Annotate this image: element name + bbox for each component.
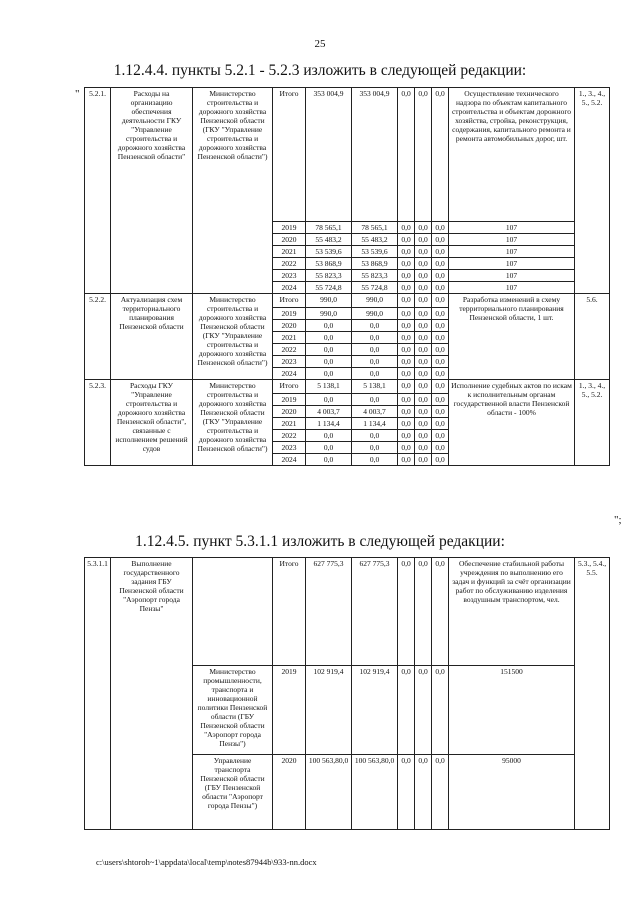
local-budget-cell: 0,0 [415, 282, 432, 294]
item-number: 5.2.3. [85, 380, 111, 466]
year-cell: 2024 [273, 368, 306, 380]
total-cell: 0,0 [306, 394, 352, 406]
regional-budget-cell: 53 539,6 [352, 246, 398, 258]
result-value-cell: 107 [449, 258, 575, 270]
result-value-cell: 107 [449, 222, 575, 234]
item-result: Разработка изменений в схему территориального планирования Пензенской области, 1 шт. [449, 294, 575, 380]
other-sources-cell: 0,0 [432, 755, 449, 830]
table-row [85, 88, 610, 222]
total-cell: 78 565,1 [306, 222, 352, 234]
local-budget-cell: 0,0 [415, 380, 432, 394]
item-link: 1., 3., 4., 5., 5.2. [575, 88, 610, 294]
regional-budget-cell: 102 919,4 [352, 666, 398, 755]
regional-budget-cell: 0,0 [352, 394, 398, 406]
regional-budget-cell: 990,0 [352, 294, 398, 308]
regional-budget-cell: 53 868,9 [352, 258, 398, 270]
item-name: Актуализация схем территориального планирования Пензенской области [111, 294, 193, 380]
local-budget-cell: 0,0 [415, 234, 432, 246]
other-sources-cell: 0,0 [432, 406, 449, 418]
year-cell: 2022 [273, 344, 306, 356]
other-sources-cell: 0,0 [432, 380, 449, 394]
item-number: 5.3.1.1 [85, 558, 111, 830]
total-cell: 990,0 [306, 294, 352, 308]
item-name: Расходы ГКУ "Управление строительства и дорожного хозяйства Пензенской области", связанные с исполнением решений судов [111, 380, 193, 466]
year-cell: 2019 [273, 308, 306, 320]
local-budget-cell: 0,0 [415, 246, 432, 258]
local-budget-cell: 0,0 [415, 394, 432, 406]
year-cell: Итого [273, 558, 306, 666]
total-cell: 53 539,6 [306, 246, 352, 258]
federal-budget-cell: 0,0 [398, 394, 415, 406]
federal-budget-cell: 0,0 [398, 332, 415, 344]
other-sources-cell: 0,0 [432, 558, 449, 666]
local-budget-cell: 0,0 [415, 558, 432, 666]
item-name: Выполнение государственного задания ГБУ Пензенской области "Аэропорт города Пензы" [111, 558, 193, 830]
regional-budget-cell: 1 134,4 [352, 418, 398, 430]
regional-budget-cell: 55 724,8 [352, 282, 398, 294]
section-heading-1: 1.12.4.4. пункты 5.2.1 - 5.2.3 изложить в следующей редакции: [113, 62, 527, 79]
local-budget-cell: 0,0 [415, 294, 432, 308]
total-cell: 0,0 [306, 430, 352, 442]
total-cell: 53 868,9 [306, 258, 352, 270]
local-budget-cell: 0,0 [415, 755, 432, 830]
local-budget-cell: 0,0 [415, 332, 432, 344]
other-sources-cell: 0,0 [432, 308, 449, 320]
regional-budget-cell: 0,0 [352, 454, 398, 466]
regional-budget-cell: 100 563,80,0 [352, 755, 398, 830]
other-sources-cell: 0,0 [432, 418, 449, 430]
result-value-cell: 107 [449, 270, 575, 282]
budget-table-5-3-1-1 [84, 557, 610, 830]
table-row [85, 294, 610, 308]
total-cell: 0,0 [306, 344, 352, 356]
year-cell: Итого [273, 88, 306, 222]
total-cell: 0,0 [306, 454, 352, 466]
other-sources-cell: 0,0 [432, 88, 449, 222]
total-cell: 0,0 [306, 320, 352, 332]
item-link: 5.6. [575, 294, 610, 380]
year-cell: Итого [273, 380, 306, 394]
total-cell: 627 775,3 [306, 558, 352, 666]
federal-budget-cell: 0,0 [398, 308, 415, 320]
result-value-cell: 95000 [449, 755, 575, 830]
regional-budget-cell: 4 003,7 [352, 406, 398, 418]
other-sources-cell: 0,0 [432, 246, 449, 258]
regional-budget-cell: 78 565,1 [352, 222, 398, 234]
year-cell: 2019 [273, 222, 306, 234]
federal-budget-cell: 0,0 [398, 270, 415, 282]
local-budget-cell: 0,0 [415, 222, 432, 234]
year-cell: 2021 [273, 332, 306, 344]
other-sources-cell: 0,0 [432, 368, 449, 380]
total-cell: 100 563,80,0 [306, 755, 352, 830]
section-heading-2: 1.12.4.5. пункт 5.3.1.1 изложить в следующей редакции: [135, 533, 505, 550]
total-cell: 990,0 [306, 308, 352, 320]
total-cell: 4 003,7 [306, 406, 352, 418]
item-executor [193, 558, 273, 666]
local-budget-cell: 0,0 [415, 88, 432, 222]
year-cell: Итого [273, 294, 306, 308]
other-sources-cell: 0,0 [432, 294, 449, 308]
federal-budget-cell: 0,0 [398, 666, 415, 755]
budget-table-5-2 [84, 87, 610, 466]
file-path-footer: c:\users\shtoroh~1\appdata\local\temp\notes87944b\933-nn.docx [96, 857, 317, 867]
local-budget-cell: 0,0 [415, 320, 432, 332]
local-budget-cell: 0,0 [415, 418, 432, 430]
table-row [85, 380, 610, 394]
federal-budget-cell: 0,0 [398, 222, 415, 234]
local-budget-cell: 0,0 [415, 454, 432, 466]
other-sources-cell: 0,0 [432, 258, 449, 270]
item-executor: Министерство промышленности, транспорта и инновационной политики Пензенской области (ГБУ Пензенской области "Аэропорт города Пензы") [193, 666, 273, 755]
year-cell: 2019 [273, 666, 306, 755]
other-sources-cell: 0,0 [432, 320, 449, 332]
regional-budget-cell: 55 823,3 [352, 270, 398, 282]
other-sources-cell: 0,0 [432, 222, 449, 234]
total-cell: 102 919,4 [306, 666, 352, 755]
regional-budget-cell: 0,0 [352, 368, 398, 380]
local-budget-cell: 0,0 [415, 356, 432, 368]
federal-budget-cell: 0,0 [398, 755, 415, 830]
local-budget-cell: 0,0 [415, 258, 432, 270]
total-cell: 55 823,3 [306, 270, 352, 282]
item-executor: Министерство строительства и дорожного хозяйства Пензенской области (ГКУ "Управление строительства и дорожного хозяйства Пензенской области") [193, 88, 273, 294]
year-cell: 2023 [273, 442, 306, 454]
federal-budget-cell: 0,0 [398, 234, 415, 246]
year-cell: 2020 [273, 234, 306, 246]
year-cell: 2020 [273, 406, 306, 418]
item-number: 5.2.1. [85, 88, 111, 294]
total-cell: 0,0 [306, 356, 352, 368]
other-sources-cell: 0,0 [432, 454, 449, 466]
year-cell: 2019 [273, 394, 306, 406]
item-link: 5.3., 5.4., 5.5. [575, 558, 610, 830]
regional-budget-cell: 5 138,1 [352, 380, 398, 394]
local-budget-cell: 0,0 [415, 270, 432, 282]
other-sources-cell: 0,0 [432, 394, 449, 406]
item-executor: Министерство строительства и дорожного хозяйства Пензенской области (ГКУ "Управление строительства и дорожного хозяйства Пензенской области") [193, 380, 273, 466]
year-cell: 2022 [273, 430, 306, 442]
result-value-cell: 107 [449, 234, 575, 246]
federal-budget-cell: 0,0 [398, 558, 415, 666]
regional-budget-cell: 353 004,9 [352, 88, 398, 222]
item-link: 1., 3., 4., 5., 5.2. [575, 380, 610, 466]
federal-budget-cell: 0,0 [398, 430, 415, 442]
regional-budget-cell: 55 483,2 [352, 234, 398, 246]
federal-budget-cell: 0,0 [398, 282, 415, 294]
total-cell: 55 724,8 [306, 282, 352, 294]
result-value-cell: Осуществление технического надзора по объектам капитального строительства и объектам дорожного хозяйства, стройка, реконструкция, содержания, капитального ремонта и ремонта автомобильных дорог, шт. [449, 88, 575, 222]
year-cell: 2021 [273, 246, 306, 258]
result-value-cell: 151500 [449, 666, 575, 755]
total-cell: 0,0 [306, 442, 352, 454]
federal-budget-cell: 0,0 [398, 88, 415, 222]
local-budget-cell: 0,0 [415, 344, 432, 356]
total-cell: 55 483,2 [306, 234, 352, 246]
other-sources-cell: 0,0 [432, 666, 449, 755]
total-cell: 5 138,1 [306, 380, 352, 394]
regional-budget-cell: 0,0 [352, 344, 398, 356]
regional-budget-cell: 627 775,3 [352, 558, 398, 666]
other-sources-cell: 0,0 [432, 234, 449, 246]
regional-budget-cell: 0,0 [352, 442, 398, 454]
federal-budget-cell: 0,0 [398, 344, 415, 356]
year-cell: 2024 [273, 454, 306, 466]
year-cell: 2024 [273, 282, 306, 294]
federal-budget-cell: 0,0 [398, 418, 415, 430]
item-name: Расходы на организацию обеспечения деятельности ГКУ "Управление строительства и дорожного хозяйства Пензенской области" [111, 88, 193, 294]
year-cell: 2021 [273, 418, 306, 430]
year-cell: 2023 [273, 356, 306, 368]
item-number: 5.2.2. [85, 294, 111, 380]
table-row [85, 558, 610, 666]
local-budget-cell: 0,0 [415, 406, 432, 418]
year-cell: 2020 [273, 755, 306, 830]
regional-budget-cell: 0,0 [352, 430, 398, 442]
year-cell: 2020 [273, 320, 306, 332]
regional-budget-cell: 0,0 [352, 332, 398, 344]
result-value-cell: 107 [449, 282, 575, 294]
regional-budget-cell: 0,0 [352, 320, 398, 332]
local-budget-cell: 0,0 [415, 368, 432, 380]
local-budget-cell: 0,0 [415, 666, 432, 755]
regional-budget-cell: 990,0 [352, 308, 398, 320]
opening-quote: " [75, 88, 80, 100]
federal-budget-cell: 0,0 [398, 454, 415, 466]
other-sources-cell: 0,0 [432, 430, 449, 442]
total-cell: 0,0 [306, 332, 352, 344]
other-sources-cell: 0,0 [432, 282, 449, 294]
year-cell: 2022 [273, 258, 306, 270]
local-budget-cell: 0,0 [415, 430, 432, 442]
item-executor: Управление транспорта Пензенской области (ГБУ Пензенской области "Аэропорт города Пензы") [193, 755, 273, 830]
local-budget-cell: 0,0 [415, 308, 432, 320]
item-executor: Министерство строительства и дорожного хозяйства Пензенской области (ГКУ "Управление строительства и дорожного хозяйства Пензенской области") [193, 294, 273, 380]
federal-budget-cell: 0,0 [398, 294, 415, 308]
total-cell: 0,0 [306, 368, 352, 380]
federal-budget-cell: 0,0 [398, 356, 415, 368]
federal-budget-cell: 0,0 [398, 258, 415, 270]
other-sources-cell: 0,0 [432, 344, 449, 356]
other-sources-cell: 0,0 [432, 442, 449, 454]
federal-budget-cell: 0,0 [398, 380, 415, 394]
federal-budget-cell: 0,0 [398, 442, 415, 454]
other-sources-cell: 0,0 [432, 270, 449, 282]
closing-quote: "; [614, 514, 622, 526]
page-number: 25 [314, 38, 326, 50]
federal-budget-cell: 0,0 [398, 320, 415, 332]
federal-budget-cell: 0,0 [398, 406, 415, 418]
federal-budget-cell: 0,0 [398, 368, 415, 380]
regional-budget-cell: 0,0 [352, 356, 398, 368]
local-budget-cell: 0,0 [415, 442, 432, 454]
total-cell: 1 134,4 [306, 418, 352, 430]
result-value-cell: 107 [449, 246, 575, 258]
total-cell: 353 004,9 [306, 88, 352, 222]
federal-budget-cell: 0,0 [398, 246, 415, 258]
item-result: Исполнение судебных актов по искам к исполнительным органам государственной власти Пензенской области - 100% [449, 380, 575, 466]
other-sources-cell: 0,0 [432, 332, 449, 344]
item-result: Обеспечение стабильной работы учреждения по выполнению его задач и функций за счёт организации работ по обслуживанию изделения воздушным транспортом, чел. [449, 558, 575, 666]
year-cell: 2023 [273, 270, 306, 282]
other-sources-cell: 0,0 [432, 356, 449, 368]
